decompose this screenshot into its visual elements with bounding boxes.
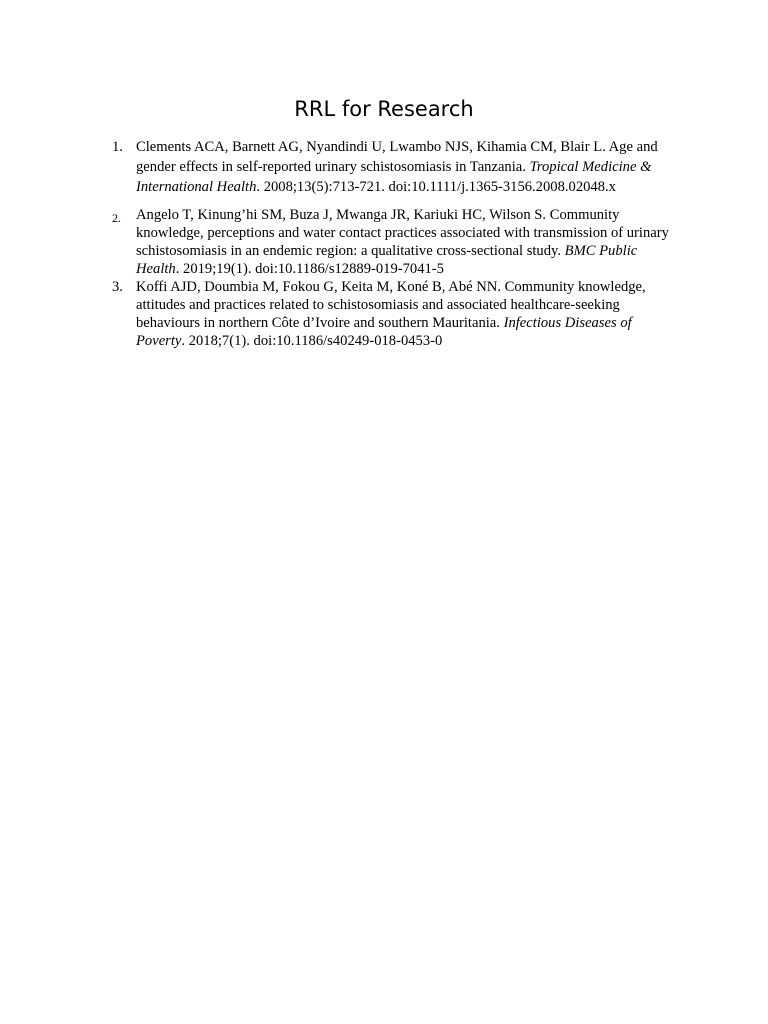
reference-journal: BMC Public Health [136,243,638,277]
reference-authors-title: Angelo T, Kinung’hi SM, Buza J, Mwanga JR, Kariuki HC, Wilson S. Community knowledge, perceptions and water contact practices associated with transmission of urinary schistosomiasis in an endemic region: a qualitative cross-sectional study. [136,207,669,259]
reference-details: . 2019;19(1). doi:10.1186/s12889-019-7041-5 [175,261,444,277]
reference-text [136,137,678,197]
reference-item [112,278,678,350]
reference-journal: Infectious Diseases of Poverty [136,315,632,349]
reference-item [112,137,678,197]
reference-text [136,206,678,278]
reference-item [112,206,678,278]
reference-authors-title: Koffi AJD, Doumbia M, Fokou G, Keita M, Koné B, Abé NN. Community knowledge, attitudes and practices related to schistosomiasis and associated healthcare-seeking behaviours in northern Côte d’Ivoire and southern Mauritania. [136,279,646,331]
reference-text [136,278,678,350]
reference-journal: Tropical Medicine & International Health [136,159,652,195]
document-title: RRL for Research [294,97,474,121]
reference-details: . 2018;7(1). doi:10.1186/s40249-018-0453-0 [181,333,443,349]
reference-number: 1. [112,139,123,155]
reference-list [112,137,678,350]
reference-details: . 2008;13(5):713-721. doi:10.1111/j.1365-3156.2008.02048.x [256,179,616,195]
reference-number: 3. [112,279,123,295]
reference-authors-title: Clements ACA, Barnett AG, Nyandindi U, Lwambo NJS, Kihamia CM, Blair L. Age and gender effects in self-reported urinary schistosomiasis in Tanzania. [136,139,658,175]
reference-number: 2. [112,211,121,225]
